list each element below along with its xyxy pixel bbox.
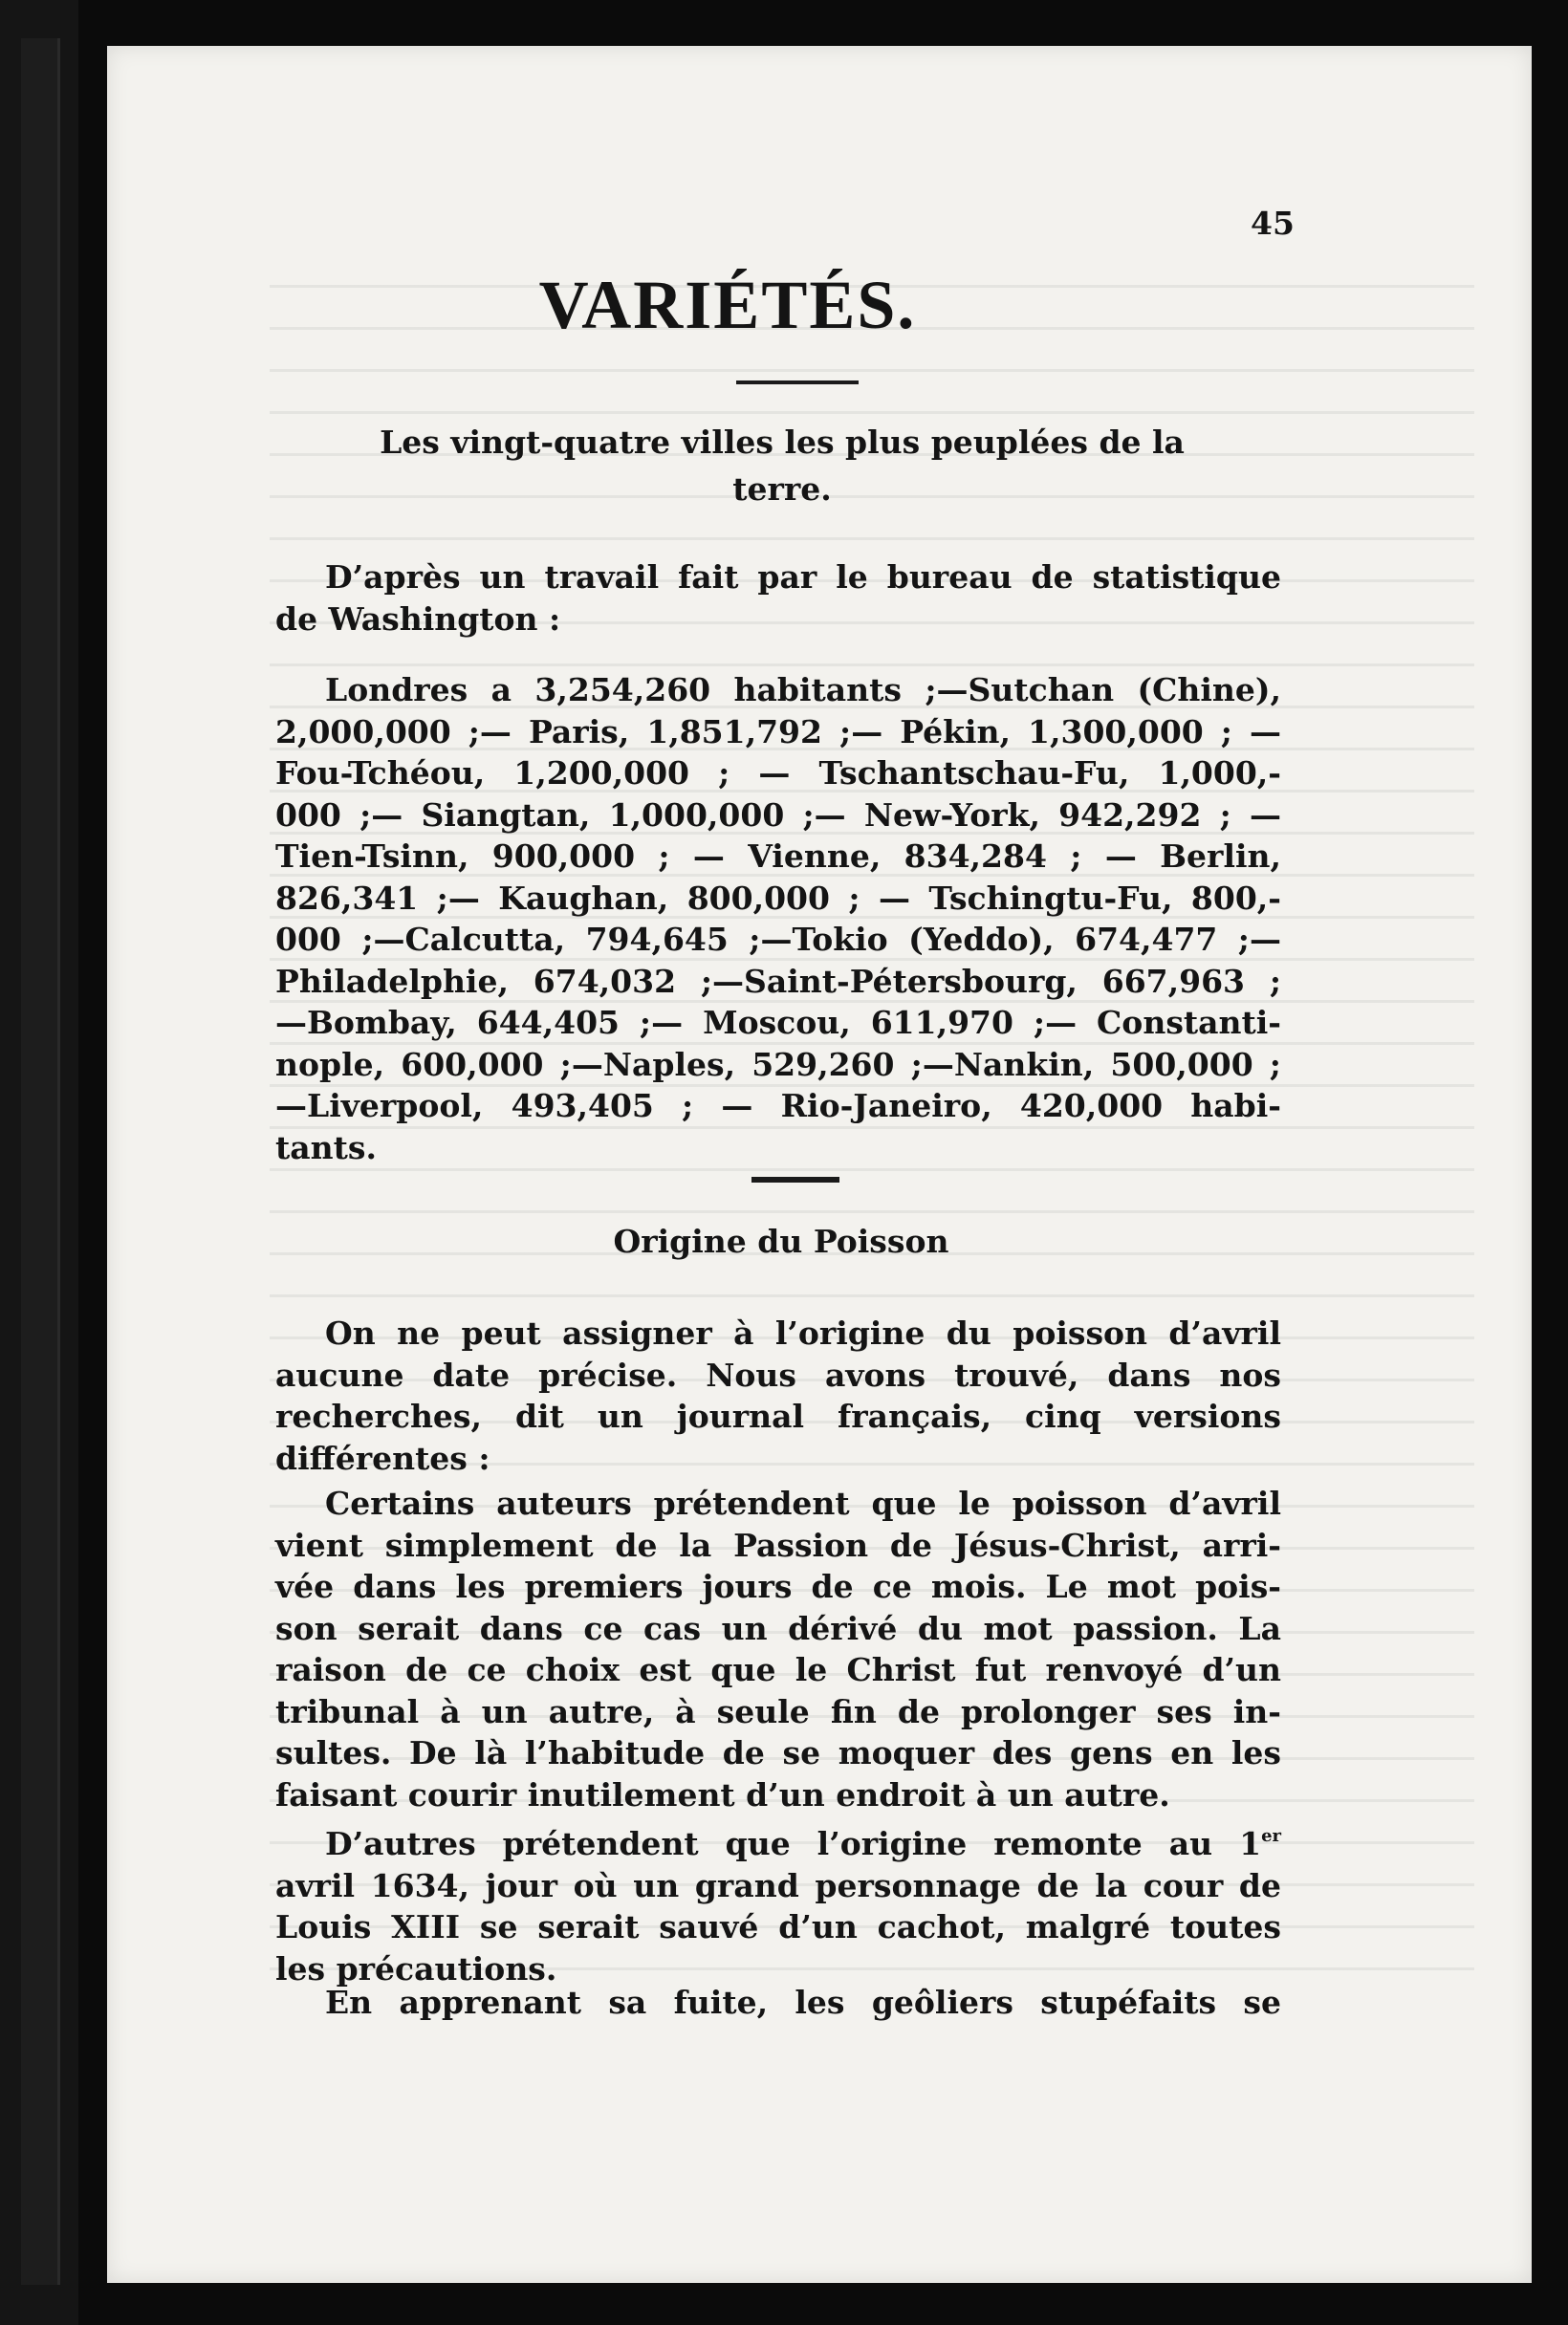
text-line: vient simplement de la Passion de Jésus-Christ, arri-: [275, 1526, 1281, 1564]
section-title: VARIÉTÉS.: [538, 267, 917, 343]
text-line: Louis XIII se serait sauvé d’un cachot, malgré toutes: [275, 1908, 1281, 1945]
text-line: aucune date précise. Nous avons trouvé, dans nos: [275, 1356, 1281, 1394]
text-line: les précautions.: [275, 1949, 557, 1988]
cities-paragraph: [275, 669, 1281, 1168]
article-title-poisson: Origine du Poisson: [613, 1223, 949, 1260]
article-divider: [751, 1177, 839, 1183]
text-line: nople, 600,000 ;—Naples, 529,260 ;—Nankin, 500,000 ;: [275, 1045, 1281, 1083]
text-line: son serait dans ce cas un dérivé du mot passion. La: [275, 1609, 1281, 1647]
text-fragment: D’autres prétendent que l’origine remonte au 1: [325, 1825, 1262, 1862]
article-title-line: Les vingt-quatre villes les plus peuplées de la: [380, 424, 1185, 461]
poisson-paragraph-4: [275, 1982, 1281, 2024]
text-line: Philadelphie, 674,032 ;—Saint-Pétersbourg, 667,963 ;: [275, 962, 1281, 1000]
text-line: 000 ;—Calcutta, 794,645 ;—Tokio (Yeddo), 674,477 ;—: [275, 921, 1281, 958]
text-line: sultes. De là l’habitude de se moquer des gens en les: [275, 1734, 1281, 1771]
text-line: avril 1634, jour où un grand personnage de la cour de: [275, 1866, 1281, 1904]
text-line: En apprenant sa fuite, les geôliers stupéfaits se: [325, 1984, 1281, 2021]
text-line: tants.: [275, 1128, 377, 1166]
text-line: Londres a 3,254,260 habitants ;—Sutchan (Chine),: [325, 671, 1281, 708]
text-line: raison de ce choix est que le Christ fut renvoyé d’un: [275, 1651, 1281, 1688]
text-line: Fou-Tchéou, 1,200,000 ; — Tschantschau-Fu, 1,000,-: [275, 754, 1281, 792]
text-line: différentes :: [275, 1439, 490, 1477]
text-line: 2,000,000 ;— Paris, 1,851,792 ;— Pékin, 1,300,000 ; —: [275, 712, 1281, 750]
text-line: On ne peut assigner à l’origine du poisson d’avril: [325, 1315, 1281, 1352]
poisson-paragraph-3: [275, 1823, 1281, 1989]
text-line: [275, 1823, 1281, 1865]
text-line: 826,341 ;— Kaughan, 800,000 ; — Tschingtu-Fu, 800,-: [275, 879, 1281, 917]
text-line: —Liverpool, 493,405 ; — Rio-Janeiro, 420,000 habi-: [275, 1087, 1281, 1124]
text-line: 000 ;— Siangtan, 1,000,000 ;— New-York, 942,292 ; —: [275, 795, 1281, 834]
page-number: 45: [1251, 205, 1295, 242]
poisson-paragraph-2: [275, 1483, 1281, 1815]
text-line: D’après un travail fait par le bureau de statistique: [325, 558, 1281, 596]
adjacent-page-edge: [0, 0, 78, 2325]
page-spine-shadow: [21, 38, 60, 2285]
intro-paragraph: [275, 556, 1281, 640]
title-divider: [736, 380, 859, 384]
text-line: faisant courir inutilement d’un endroit à un autre.: [275, 1775, 1170, 1814]
ordinal-superscript: er: [1261, 1826, 1281, 1846]
article-title-line: terre.: [732, 470, 832, 508]
text-line: Certains auteurs prétendent que le poisson d’avril: [325, 1485, 1281, 1522]
text-line: vée dans les premiers jours de ce mois. Le mot pois-: [275, 1568, 1281, 1605]
article-title-cities: [275, 419, 1289, 512]
text-line: —Bombay, 644,405 ;— Moscou, 611,970 ;— Constanti-: [275, 1004, 1281, 1041]
text-line: recherches, dit un journal français, cinq versions: [275, 1398, 1281, 1435]
text-line: de Washington :: [275, 599, 561, 638]
text-line: Tien-Tsinn, 900,000 ; — Vienne, 834,284 ; — Berlin,: [275, 837, 1281, 875]
text-line: tribunal à un autre, à seule fin de prolonger ses in-: [275, 1692, 1281, 1730]
book-page: [107, 46, 1532, 2283]
poisson-paragraph-1: [275, 1313, 1281, 1479]
